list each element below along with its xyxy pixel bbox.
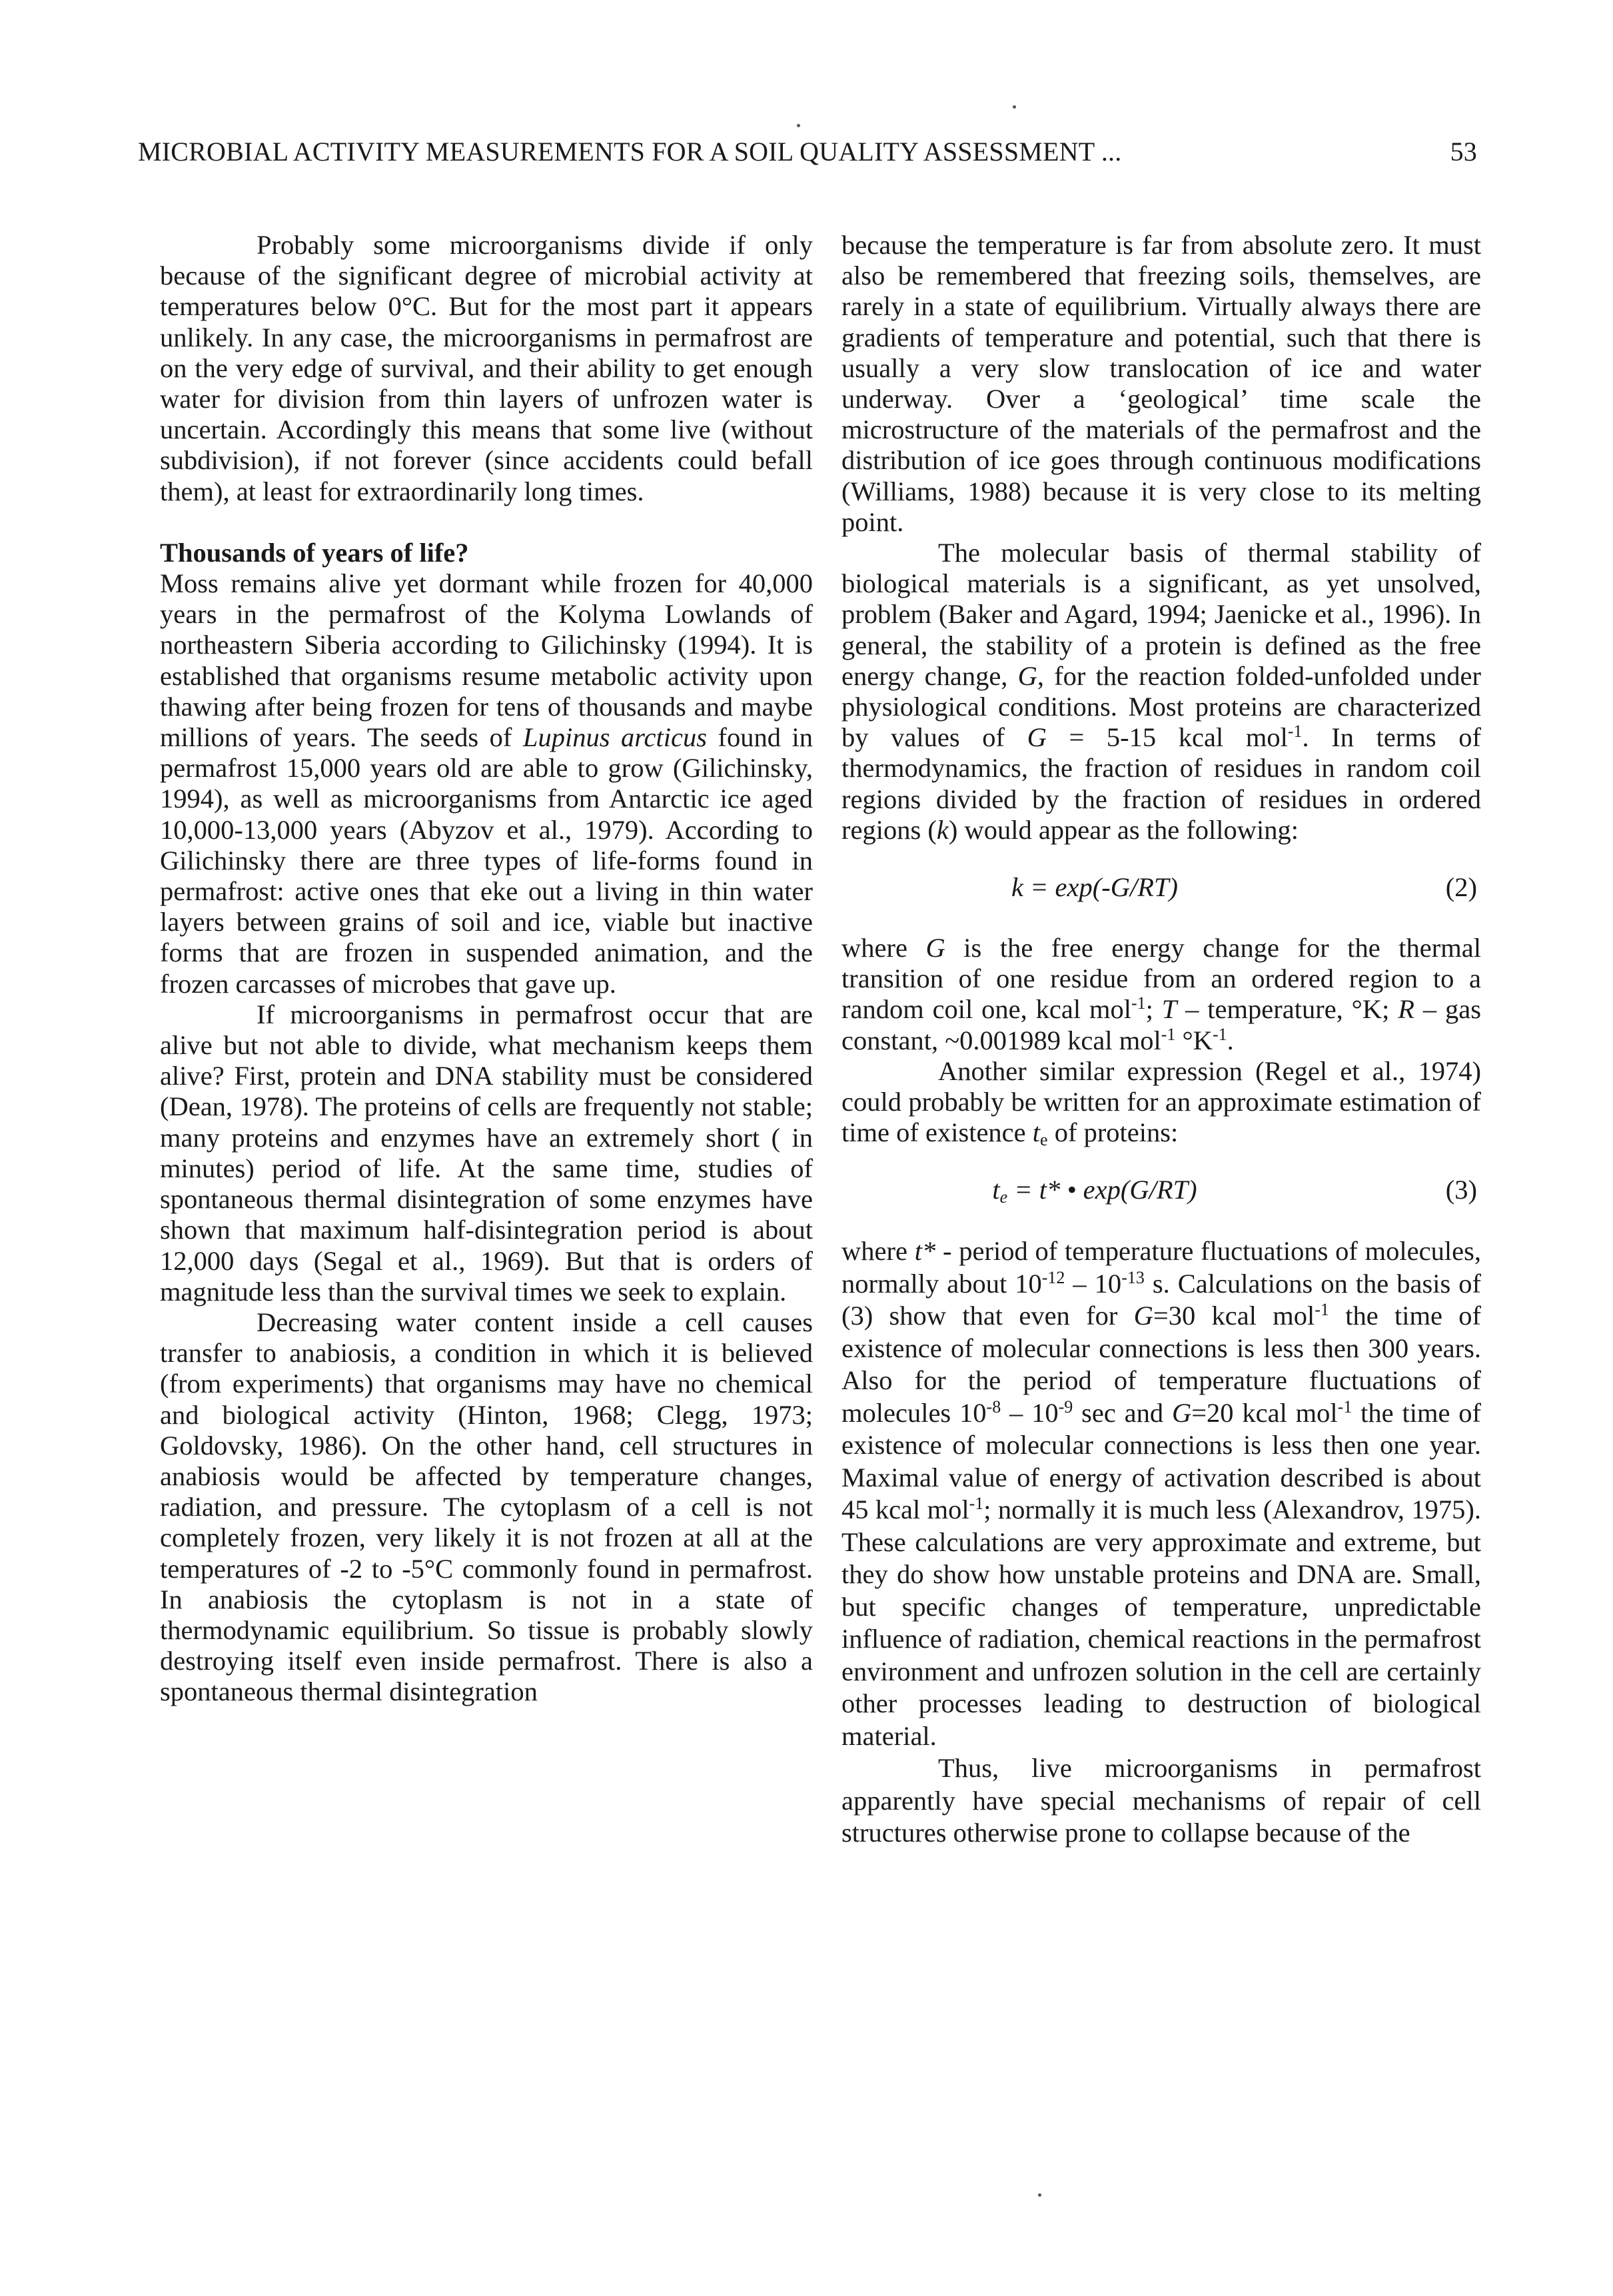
text-run: found in permafrost 15,000 years old are able to grow (Gilichinsky, 1994), as well as microorganisms from Antarctic ice aged 10,000-13,000 years (Abyzov et al., 1979). According to Gilichinsky there are three types of life-forms found in permafrost: active ones that eke out a living in thin water layers between grains of soil and ice, viable but inactive forms that are frozen in suspended animation, and the frozen carcasses of microbes that gave up.: [160, 722, 813, 999]
math-var: R: [1398, 994, 1414, 1025]
math-expression: = t* • exp(G/RT): [1007, 1175, 1197, 1205]
superscript: -12: [1041, 1267, 1065, 1287]
text-run: the time of existence of molecular connections is less then one year. Maximal value of energy of activation described is about 45 kcal mol: [841, 1397, 1481, 1525]
paragraph: [160, 568, 813, 999]
equation-expression: [921, 1175, 1268, 1205]
text-run: is the free energy change for the thermal transition of one residue from an ordered region to a random coil one, kcal mol: [841, 933, 1482, 1025]
paragraph: [841, 1056, 1481, 1149]
text-run: where: [841, 933, 926, 963]
superscript: -1: [969, 1494, 984, 1514]
text-run: . In terms of thermodynamics, the fraction of residues in random coil regions divided by the fraction of residues in ordered regions (: [841, 722, 1481, 845]
paragraph: [841, 538, 1481, 846]
scan-speck: [1013, 105, 1016, 109]
species-name: Lupinus arcticus: [522, 722, 707, 753]
math-var: t: [1032, 1117, 1041, 1148]
superscript: -1: [1161, 1024, 1176, 1044]
text-run: s. Calculations on the basis of (3) show that even for: [841, 1268, 1482, 1331]
text-run: Moss remains alive yet dormant while frozen for 40,000 years in the permafrost of the Kolyma Lowlands of northeastern Siberia according to Gilichinsky (1994). It is established that organisms resume metabolic activity upon thawing after being frozen for tens of thousands and maybe millions of years. The seeds of: [160, 568, 813, 753]
right-column: [841, 230, 1481, 1850]
text-run: =30 kcal mol: [1153, 1301, 1315, 1331]
paragraph: because the temperature is far from absolute zero. It must also be remembered that freezing soils, themselves, are rarely in a state of equilibrium. Virtually always there are gradients of temperature and potential, such that there is usually a very slow translocation of ice and water underway. Over a ‘geological’ time scale the microstructure of the materials of the permafrost and the distribution of ice goes through continuous modifications (Williams, 1988) because it is very close to its melting point.: [841, 230, 1481, 537]
equation-expression: k = exp(-G/RT): [1011, 872, 1178, 903]
left-column: [160, 230, 813, 1708]
math-var: G: [1027, 722, 1047, 753]
superscript: -1: [1131, 993, 1146, 1013]
subscript: e: [1040, 1130, 1048, 1150]
paragraph: [841, 1235, 1481, 1752]
text-run: sec and: [1073, 1397, 1172, 1428]
text-run: = 5-15 kcal mol: [1046, 722, 1288, 753]
text-run: – temperature, °K;: [1177, 994, 1398, 1025]
superscript: -8: [986, 1397, 1001, 1417]
text-run: The molecular basis of thermal stability of biological materials is a significant, as yet unsolved, problem (Baker and Agard, 1994; Jaenicke et al., 1996). In general, the stability of a protein is defined as the free energy change,: [841, 538, 1481, 691]
text-run: the time of existence of molecular connections is less then 300 years. Also for the period of temperature fluctuations of molecules 10: [841, 1301, 1481, 1428]
text-run: – 10: [1001, 1397, 1059, 1428]
paragraph: [841, 933, 1481, 1056]
math-var: k: [936, 814, 949, 845]
paragraph: Probably some microorganisms divide if only because of the significant degree of microbial activity at temperatures below 0°C. But for the most part it appears unlikely. In any case, the microorganisms in permafrost are on the very edge of survival, and their ability to get enough water for division from thin layers of unfrozen water is uncertain. Accordingly this means that some live (without subdivision), if not forever (since accidents could befall them), at least for extraordinarily long times.: [160, 230, 813, 506]
text-run: Another similar expression (Regel et al., 1974) could probably be written for an approximate estimation of time of existence: [841, 1055, 1481, 1148]
scan-speck: [1038, 2193, 1041, 2197]
section-heading: Thousands of years of life?: [160, 537, 469, 568]
equation-number: (3): [1445, 1175, 1477, 1205]
superscript: -9: [1058, 1397, 1073, 1417]
text-run: .: [1227, 1025, 1234, 1055]
text-run: , for the reaction folded-unfolded under physiological conditions. Most proteins are characterized by values of: [841, 660, 1481, 753]
equation-3: [841, 1175, 1481, 1205]
math-var: t*: [914, 1236, 936, 1267]
math-var: G: [925, 933, 945, 963]
text-run: – gas constant, ~0.001989 kcal mol: [841, 994, 1481, 1055]
equation-2: [841, 872, 1481, 903]
math-var: T: [1161, 994, 1177, 1025]
math-var: G: [1133, 1301, 1153, 1331]
math-var: G: [1017, 660, 1037, 691]
equation-number: (2): [1445, 872, 1477, 903]
text-run: ;: [1145, 994, 1162, 1025]
superscript: -1: [1337, 1397, 1352, 1417]
text-run: of proteins:: [1047, 1117, 1179, 1148]
running-title: MICROBIAL ACTIVITY MEASUREMENTS FOR A SOIL QUALITY ASSESSMENT ...: [138, 137, 1122, 167]
superscript: -1: [1287, 722, 1303, 742]
superscript: -1: [1212, 1024, 1227, 1044]
superscript: -1: [1315, 1300, 1329, 1320]
scan-speck: [797, 124, 800, 127]
running-header: [138, 132, 1477, 172]
paragraph: Decreasing water content inside a cell causes transfer to anabiosis, a condition in which it is believed (from experiments) that organisms may have no chemical and biological activity (Hinton, 1968; Clegg, 1973; Goldovsky, 1986). On the other hand, cell structures in anabiosis would be affected by temperature changes, radiation, and pressure. The cytoplasm of a cell is not completely frozen, very likely it is not frozen at all at the temperatures of -2 to -5°C commonly found in permafrost. In anabiosis the cytoplasm is not in a state of thermodynamic equilibrium. So tissue is probably slowly destroying itself even inside permafrost. There is also a spontaneous thermal disintegration: [160, 1307, 813, 1707]
paragraph: If microorganisms in permafrost occur that are alive but not able to divide, what mechanism keeps them alive? First, protein and DNA stability must be considered (Dean, 1978). The proteins of cells are frequently not stable; many proteins and enzymes have an extremely short ( in minutes) period of life. At the same time, studies of spontaneous thermal disintegration of some enzymes have shown that maximum half-disintegration period is about 12,000 days (Segal et al., 1969). But that is orders of magnitude less than the survival times we seek to explain.: [160, 999, 813, 1307]
text-run: – 10: [1065, 1268, 1122, 1299]
text-run: - period of temperature fluctuations of molecules, normally about 10: [841, 1236, 1481, 1299]
text-run: =20 kcal mol: [1191, 1397, 1338, 1428]
page-number: 53: [1450, 137, 1477, 167]
math-var: t: [992, 1175, 1000, 1205]
subscript: e: [999, 1187, 1008, 1207]
paragraph: Thus, live microorganisms in permafrost apparently have special mechanisms of repair of cell structures otherwise prone to collapse because of the: [841, 1753, 1481, 1848]
text-run: °K: [1175, 1025, 1213, 1055]
text-run: ) would appear as the following:: [948, 814, 1299, 845]
text-run: ; normally it is much less (Alexandrov, 1975). These calculations are very approximate and extreme, but they do show how unstable proteins and DNA are. Small, but specific changes of temperature, unpredictable influence of radiation, chemical reactions in the permafrost environment and unfrozen solution in the cell are certainly other processes leading to destruction of biological material.: [841, 1494, 1481, 1751]
math-var: G: [1171, 1397, 1192, 1428]
text-run: where: [841, 1236, 915, 1267]
superscript: -13: [1121, 1267, 1145, 1287]
